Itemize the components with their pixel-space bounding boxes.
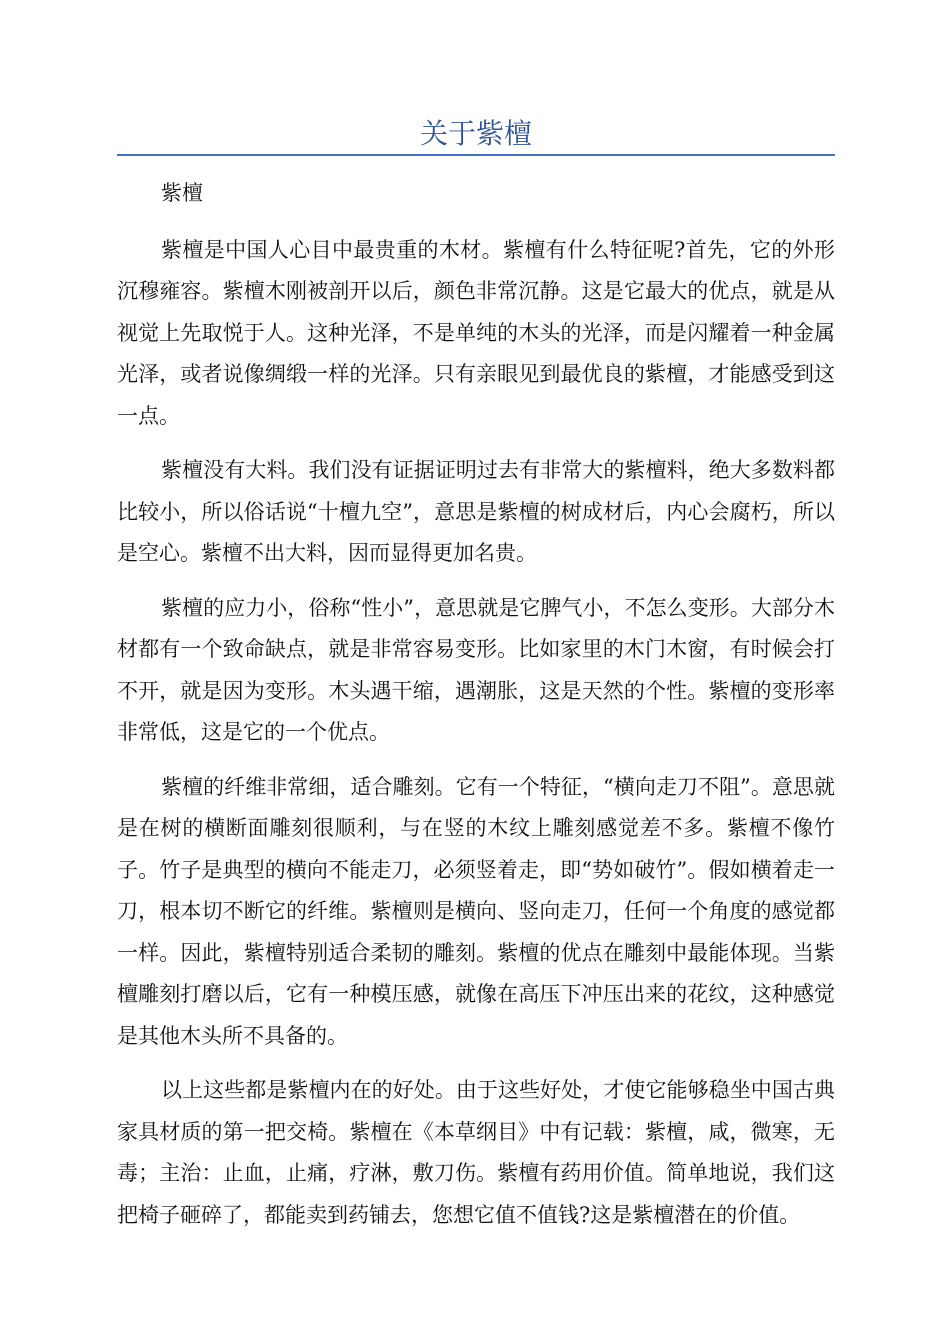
paragraph-stability: 紫檀的应力小，俗称“性小”，意思就是它脾气小，不怎么变形。大部分木材都有一个致命缺点，就是非常容易变形。比如家里的木门木窗，有时候会打不开，就是因为变形。木头遇干缩，遇潮胀，这是天然的个性。紫檀的变形率非常低，这是它的一个优点。	[117, 595, 835, 744]
section-heading: 紫檀	[161, 181, 203, 205]
title-underline	[117, 154, 835, 156]
document-body	[117, 173, 835, 1249]
paragraph-carving: 紫檀的纤维非常细，适合雕刻。它有一个特征，“横向走刀不阻”。意思就是在树的横断面雕刻很顺利，与在竖的木纹上雕刻感觉差不多。紫檀不像竹子。竹子是典型的横向不能走刀，必须竖着走，即“势如破竹”。假如横着走一刀，根本切不断它的纤维。紫檀则是横向、竖向走刀，任何一个角度的感觉都一样。因此，紫檀特别适合柔韧的雕刻。紫檀的优点在雕刻中最能体现。当紫檀雕刻打磨以后，它有一种模压感，就像在高压下冲压出来的花纹，这种感觉是其他木头所不具备的。	[117, 774, 835, 1048]
document-title: 关于紫檀	[419, 117, 532, 150]
paragraph-size: 紫檀没有大料。我们没有证据证明过去有非常大的紫檀料，绝大多数料都比较小，所以俗话说“十檀九空”，意思是紫檀的树成材后，内心会腐朽，所以是空心。紫檀不出大料，因而显得更加名贵。	[117, 458, 835, 565]
paragraph-value: 以上这些都是紫檀内在的好处。由于这些好处，才使它能够稳坐中国古典家具材质的第一把交椅。紫檀在《本草纲目》中有记载：紫檀，咸，微寒，无毒；主治：止血，止痛，疗淋，敷刀伤。紫檀有药用价值。简单地说，我们这把椅子砸碎了，都能卖到药铺去，您想它值不值钱?这是紫檀潜在的价值。	[117, 1078, 835, 1227]
paragraph-appearance: 紫檀是中国人心目中最贵重的木材。紫檀有什么特征呢?首先，它的外形沉穆雍容。紫檀木刚被剖开以后，颜色非常沉静。这是它最大的优点，就是从视觉上先取悦于人。这种光泽，不是单纯的木头的光泽，而是闪耀着一种金属光泽，或者说像绸缎一样的光泽。只有亲眼见到最优良的紫檀，才能感受到这一点。	[117, 237, 835, 428]
